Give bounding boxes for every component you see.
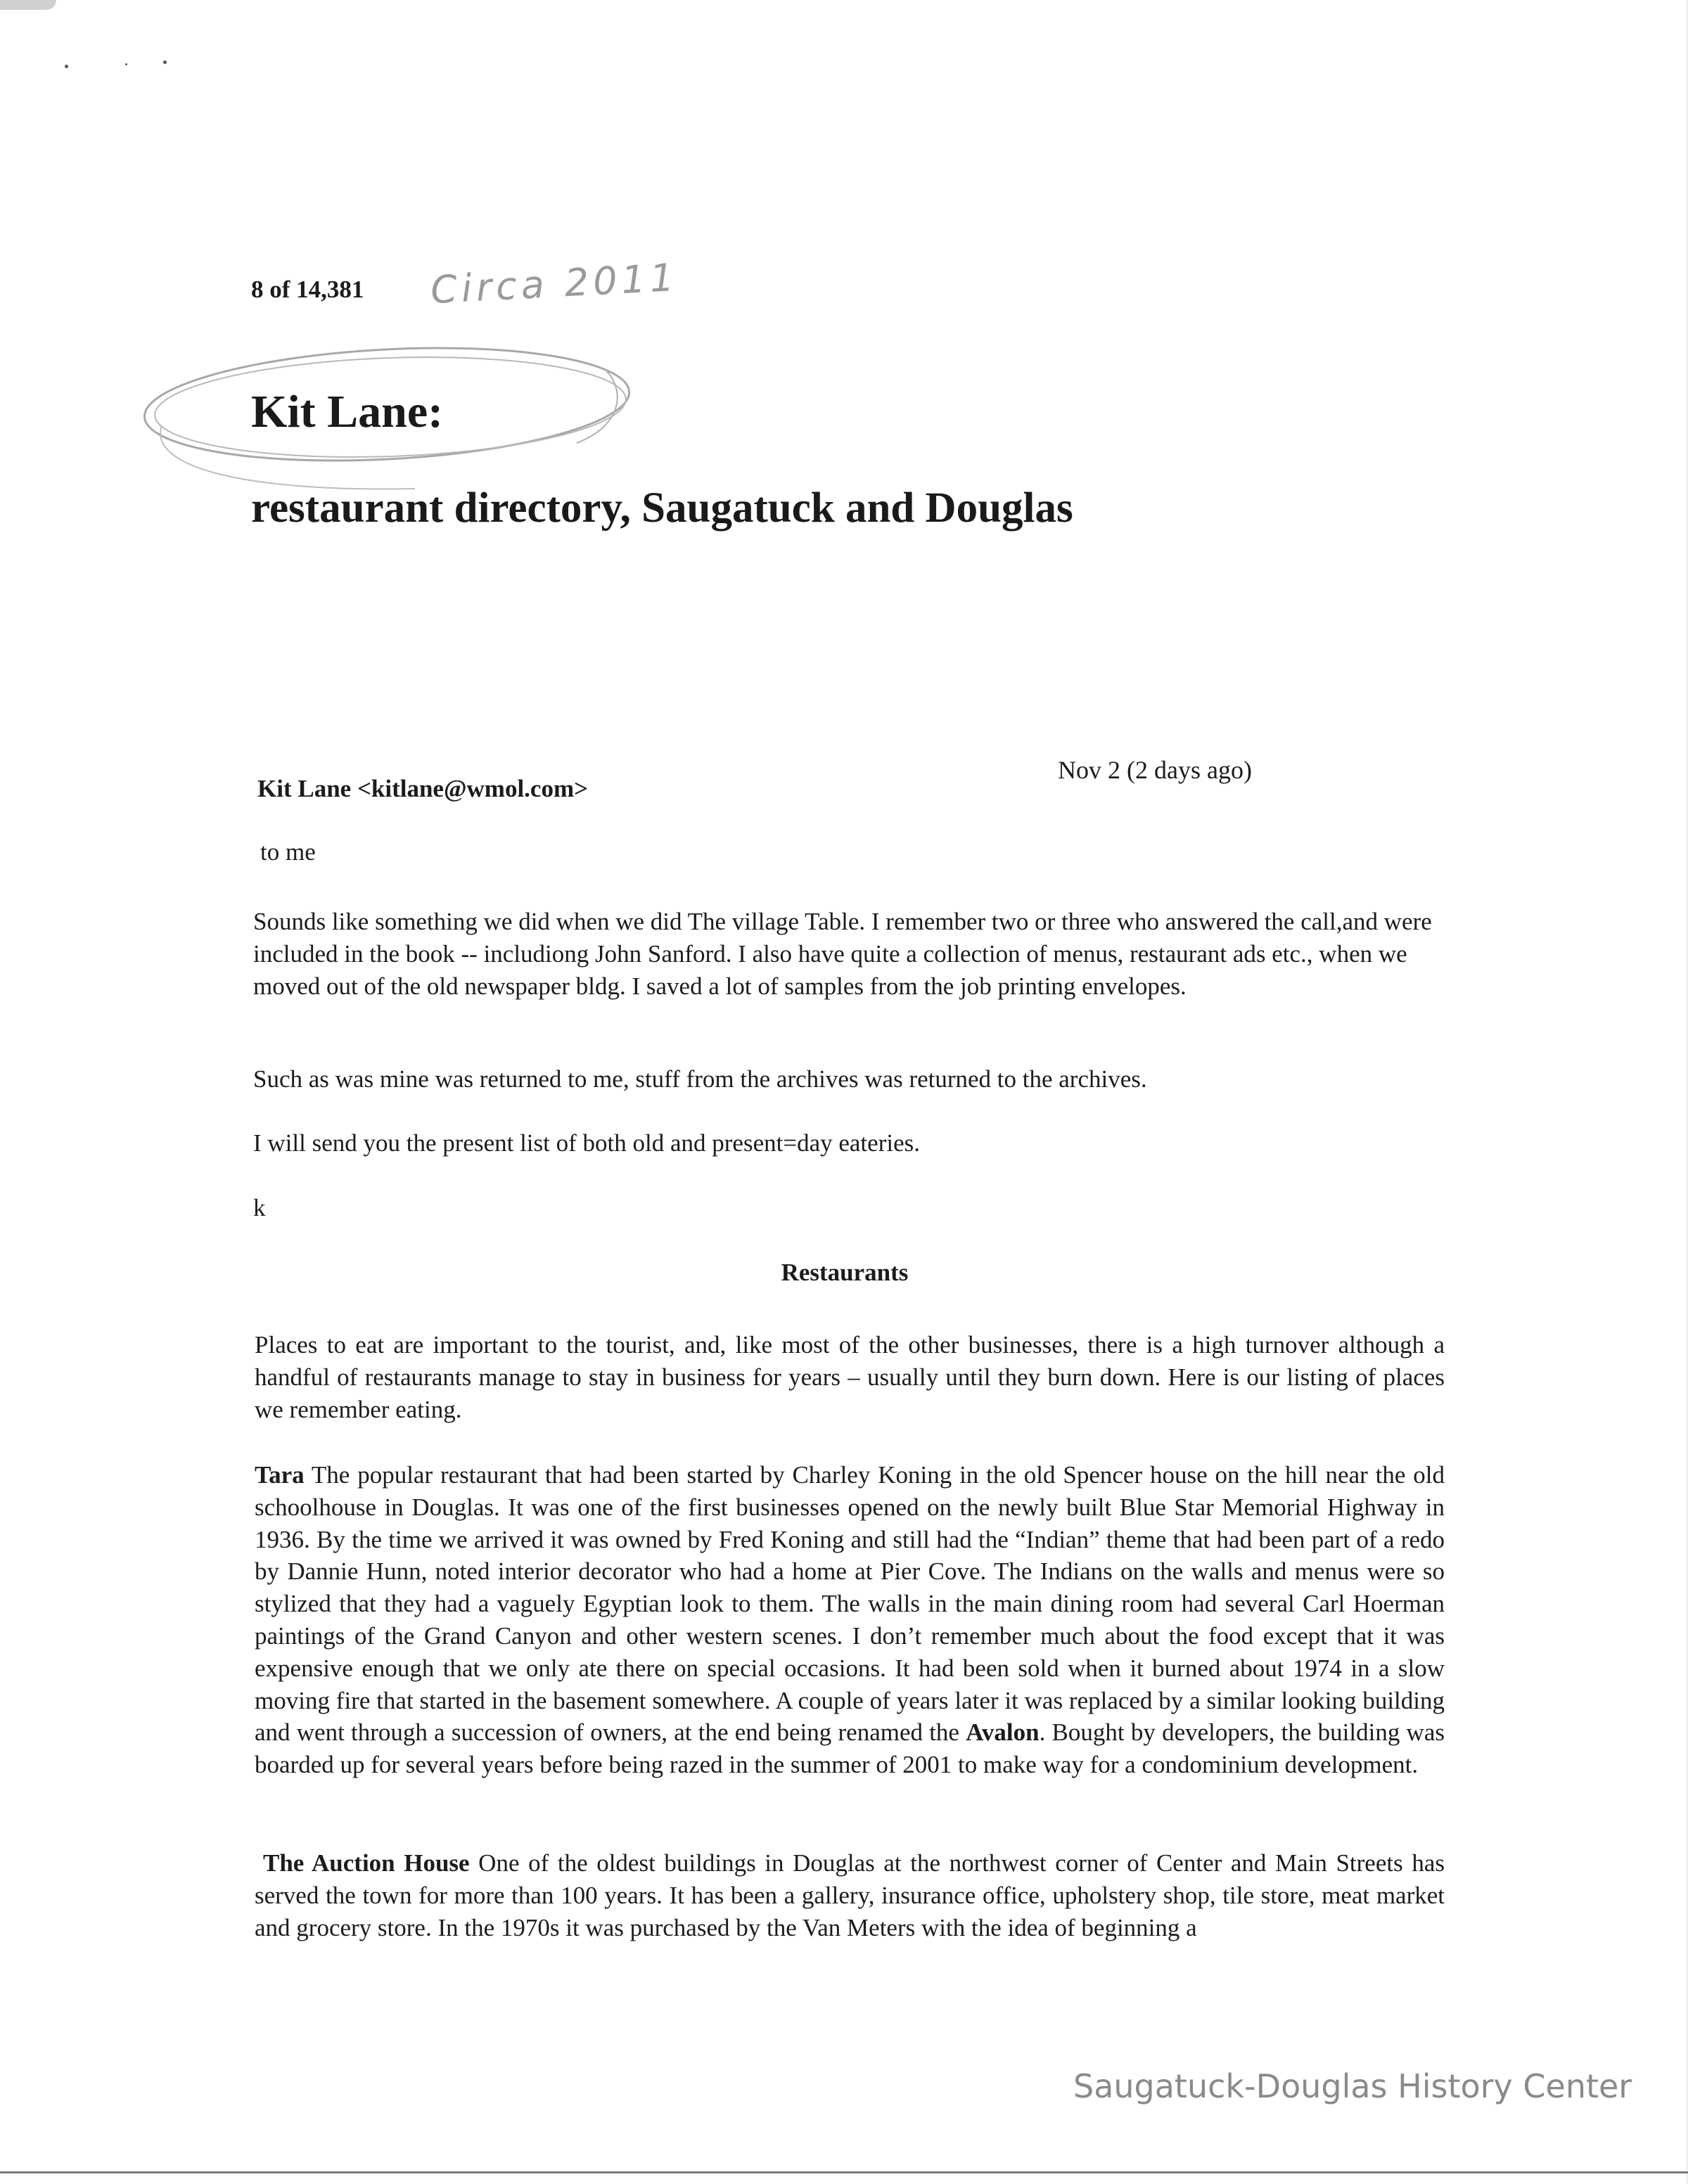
restaurant-name-highlight: Avalon — [966, 1719, 1040, 1747]
document-subtitle: restaurant directory, Saugatuck and Douglas — [251, 484, 1073, 532]
watermark: Saugatuck-Douglas History Center — [1073, 2067, 1632, 2105]
handwritten-note: Circa 2011 — [429, 255, 679, 313]
restaurant-entry-tara — [255, 1459, 1445, 1781]
restaurant-name: Tara — [255, 1461, 305, 1489]
scan-corner-mark — [0, 0, 56, 10]
scan-speck — [65, 65, 68, 68]
scan-page-edge — [0, 2171, 1688, 2173]
scan-speck — [125, 63, 127, 65]
email-paragraph: I will send you the present list of both old and present=day eateries. — [253, 1129, 920, 1157]
restaurant-description: One of the oldest buildings in Douglas at the northwest corner of Center and Main Streets has served the town for more than 100 years. It has been a gallery, insurance office, upholstery shop, tile store, meat market and grocery store. In the 1970s it was purchased by the Van Meters with the idea of beginning a — [255, 1849, 1445, 1941]
document-title: Kit Lane: — [251, 386, 444, 437]
restaurants-intro: Places to eat are important to the tourist, and, like most of the other businesses, there is a high turnover although a handful of restaurants manage to stay in business for years – usually until they burn down. Here is our listing of places we remember eating. — [255, 1331, 1445, 1423]
page-count: 8 of 14,381 — [251, 276, 364, 303]
restaurant-description: . Bought by developers, the building was boarded up for several years before being razed in the summer of 2001 to make way for a condominium development. — [255, 1719, 1445, 1779]
email-date: Nov 2 (2 days ago) — [1058, 756, 1252, 784]
email-paragraph: Sounds like something we did when we did The village Table. I remember two or three who answered the call,and were included in the book -- includiong John Sanford. I also have quite a collection of menus, restaurant ads etc., when we moved out of the old newspaper bldg. I saved a lot of samples from the job printing envelopes. — [253, 908, 1432, 1000]
email-paragraph: Such as was mine was returned to me, stuff from the archives was returned to the archives. — [253, 1065, 1147, 1093]
restaurant-description: The popular restaurant that had been started by Charley Koning in the old Spencer house on the hill near the old schoolhouse in Douglas. It was one of the first businesses opened on the newly built Blue Star Memorial Highway in 1936. By the time we arrived it was owned by Fred Koning and still had the “Indian” theme that had been part of a redo by Dannie Hunn, noted interior decorator who had a home at Pier Cove. The Indians on the walls and menus were so stylized that they had a vaguely Egyptian look to them. The walls in the main dining room had several Carl Hoerman paintings of the Grand Canyon and other western scenes. I don’t remember much about the food except that it was expensive enough that we only ate there on special occasions. It had been sold when it burned about 1974 in a slow moving fire that started in the basement somewhere. A couple of years later it was replaced by a similar looking building and went through a succession of owners, at the end being renamed the — [255, 1461, 1445, 1747]
section-heading: Restaurants — [781, 1259, 909, 1286]
restaurant-entry-auction-house — [255, 1847, 1445, 1944]
restaurant-name: The Auction House — [263, 1849, 470, 1877]
email-signature: k — [253, 1194, 266, 1221]
scan-speck — [163, 60, 167, 64]
email-sender: Kit Lane <kitlane@wmol.com> — [257, 775, 589, 802]
email-recipient: to me — [260, 838, 316, 866]
